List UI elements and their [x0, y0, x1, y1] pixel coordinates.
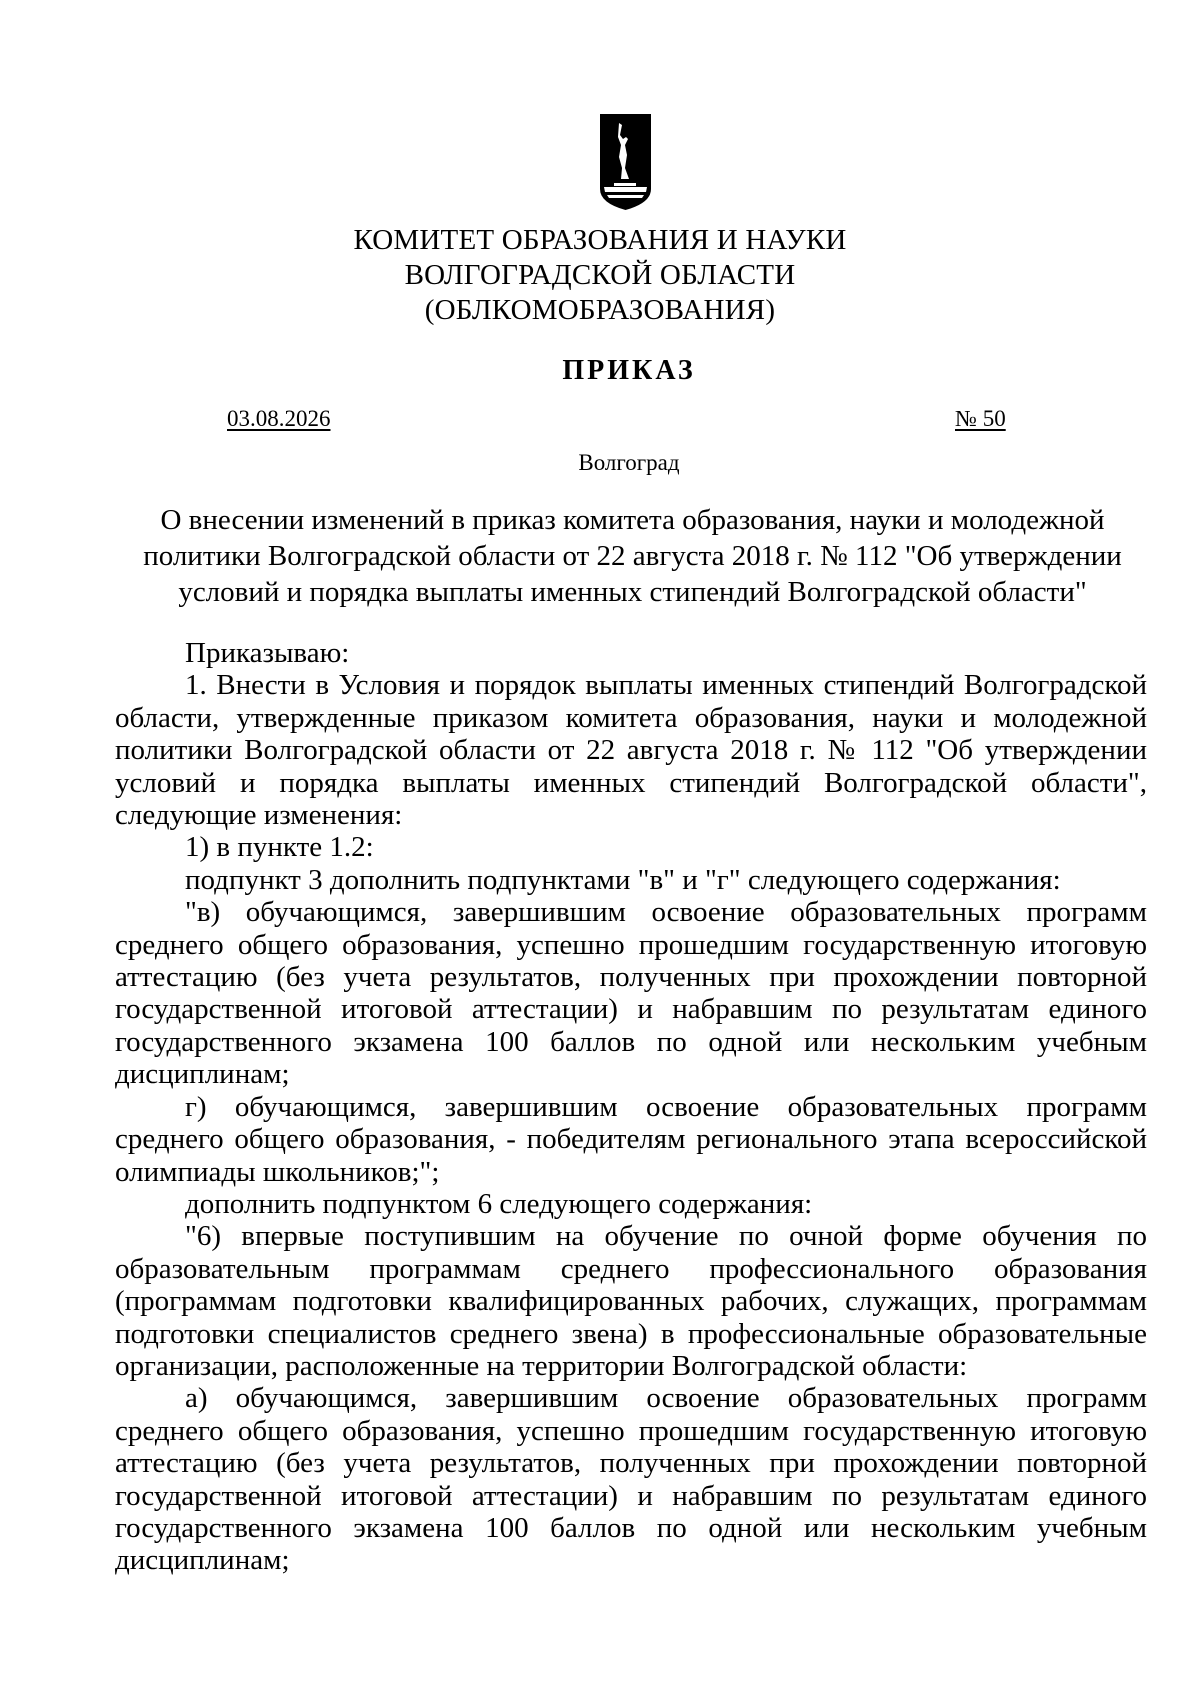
body-paragraph: дополнить подпунктом 6 следующего содержания: — [185, 1187, 813, 1220]
body-paragraph-item-1: 1. Внести в Условия и порядок выплаты именных стипендий Волгоградской области, утвержденные приказом комитета образования, науки и молодежной политики Волгоградской области от 22 августа 2018 г. № 112 "Об утверждении условий и порядка выплаты именных стипендий Волгоградской области", следующие изменения: — [115, 669, 1147, 832]
org-abbreviation: (ОБЛКОМОБРАЗОВАНИЯ) — [424, 294, 776, 326]
body-paragraph-clause-a: а) обучающимся, завершившим освоение образовательных программ среднего общего образования, успешно прошедшим государственную итоговую аттестацию (без учета результатов, полученных при прохождении повторной государственной итоговой аттестации) и набравшим по результатам единого государственного экзамена 100 баллов по одной или нескольким учебным дисциплинам; — [115, 1382, 1147, 1577]
body-paragraph-intro: Приказываю: — [185, 637, 350, 669]
document-body — [115, 637, 1147, 1577]
body-paragraph-clause-v: "в) обучающимся, завершившим освоение образовательных программ среднего общего образования, успешно прошедшим государственную итоговую аттестацию (без учета результатов, полученных при прохождении повторной государственной итоговой аттестации) и набравшим по результатам единого государственного экзамена 100 баллов по одной или нескольким учебным дисциплинам; — [115, 896, 1147, 1091]
org-name-line-1: КОМИТЕТ ОБРАЗОВАНИЯ И НАУКИ — [353, 224, 847, 256]
document-date: 03.08.2026 — [227, 406, 331, 431]
body-paragraph-clause-g: г) обучающимся, завершившим освоение образовательных программ среднего общего образования, - победителям регионального этапа всероссийской олимпиады школьников;"; — [115, 1090, 1147, 1188]
document-subject: О внесении изменений в приказ комитета образования, науки и молодежной политики Волгоградской области от 22 августа 2018 г. № 112 "Об утверждении условий и порядка выплаты именных стипендий Волгоградской области" — [143, 504, 1122, 608]
body-paragraph-subitem-1: 1) в пункте 1.2: — [185, 831, 374, 864]
document-city: Волгоград — [578, 450, 680, 475]
body-paragraph-clause-6: "6) впервые поступившим на обучение по очной форме обучения по образовательным программам среднего профессионального образования (программам подготовки квалифицированных рабочих, служащих, программам подготовки специалистов среднего звена) в профессиональные образовательные организации, расположенные на территории Волгоградской области: — [115, 1220, 1147, 1382]
body-paragraph: подпункт 3 дополнить подпунктами "в" и "г" следующего содержания: — [185, 863, 1061, 896]
document-type-title: ПРИКАЗ — [562, 355, 696, 386]
coat-of-arms-emblem — [599, 113, 652, 211]
document-number: № 50 — [955, 406, 1006, 431]
org-name-line-2: ВОЛГОГРАДСКОЙ ОБЛАСТИ — [404, 259, 796, 291]
